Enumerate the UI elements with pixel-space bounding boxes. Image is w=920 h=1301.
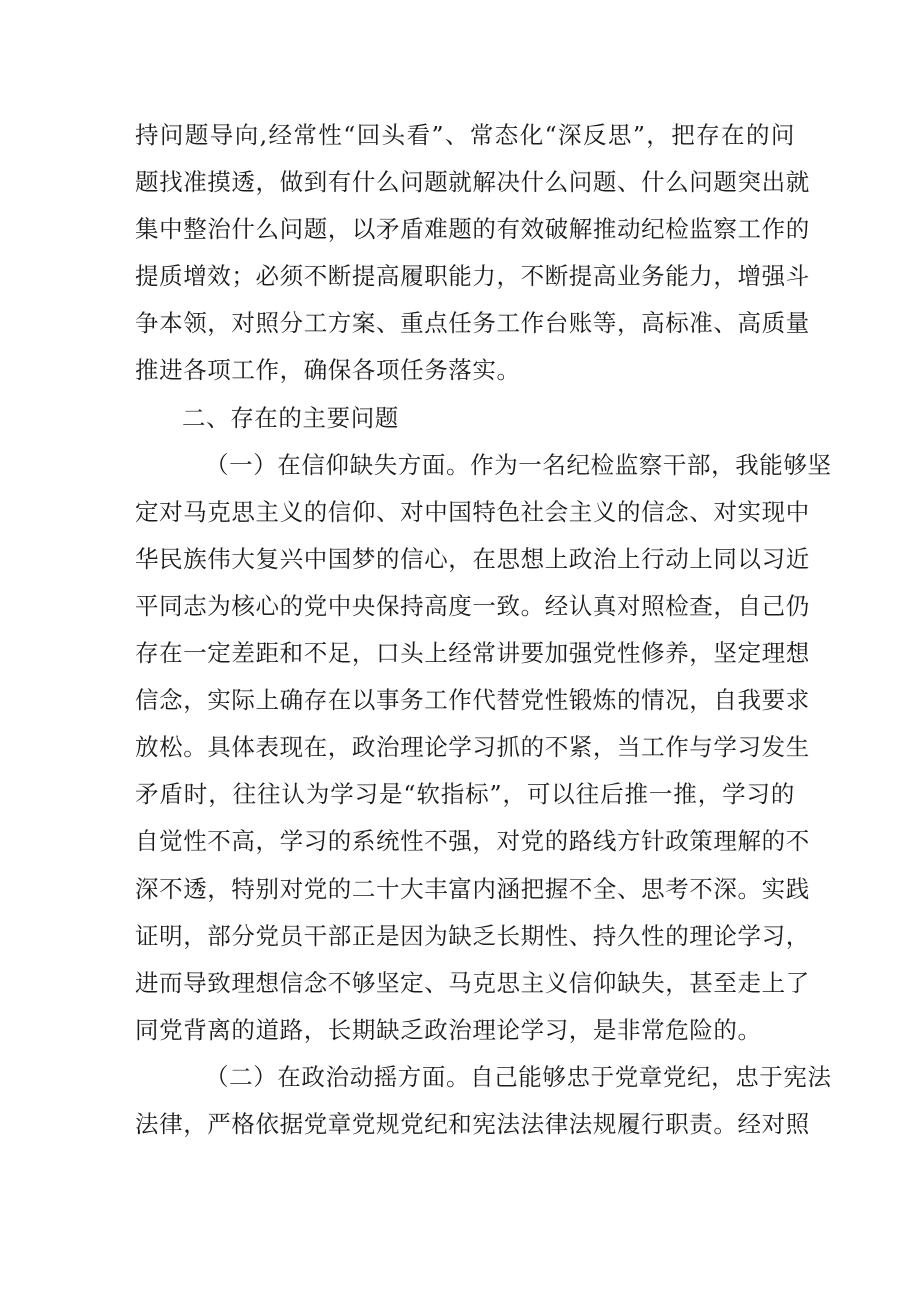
text-line: （二）在政治动摇方面。自己能够忠于党章党纪，忠于宪法 (205, 1062, 832, 1091)
text-line: 持问题导向,经常性“回头看”、常态化“深反思”，把存在的问 (135, 121, 795, 149)
text-line: 放松。具体表现在，政治理论学习抓的不紧，当工作与学习发生 (135, 733, 810, 762)
text-line: 自觉性不高，学习的系统性不强，对党的路线方针政策理解的不 (135, 827, 810, 856)
text-line: 矛盾时，往往认为学习是“软指标”，可以往后推一推，学习的 (135, 780, 795, 809)
body-text (135, 112, 832, 1148)
text-line: 推进各项工作，确保各项任务落实。 (135, 356, 521, 385)
text-line: 信念，实际上确存在以事务工作代替党性锻炼的情况，自我要求 (135, 686, 810, 715)
section-heading: 二、存在的主要问题 (182, 403, 399, 432)
text-line: 法律，严格依据党章党规党纪和宪法法律法规履行职责。经对照 (135, 1109, 810, 1138)
text-line: 华民族伟大复兴中国梦的信心，在思想上政治上行动上同以习近 (135, 544, 810, 573)
text-line: 平同志为核心的党中央保持高度一致。经认真对照检查，自己仍 (135, 591, 810, 620)
text-line: 集中整治什么问题，以矛盾难题的有效破解推动纪检监察工作的 (135, 215, 810, 244)
text-line: （一）在信仰缺失方面。作为一名纪检监察干部，我能够坚 (205, 450, 832, 479)
text-line: 证明，部分党员干部正是因为缺乏长期性、持久性的理论学习， (135, 921, 810, 950)
text-line: 同党背离的道路，长期缺乏政治理论学习，是非常危险的。 (135, 1015, 762, 1044)
text-line: 争本领，对照分工方案、重点任务工作台账等，高标准、高质量 (135, 309, 810, 338)
text-line: 存在一定差距和不足，口头上经常讲要加强党性修养，坚定理想 (135, 639, 810, 668)
text-line: 进而导致理想信念不够坚定、马克思主义信仰缺失，甚至走上了 (135, 968, 810, 997)
text-line: 题找准摸透，做到有什么问题就解决什么问题、什么问题突出就 (135, 168, 810, 197)
text-line: 深不透，特别对党的二十大丰富内涵把握不全、思考不深。实践 (135, 874, 810, 903)
text-line: 定对马克思主义的信仰、对中国特色社会主义的信念、对实现中 (135, 497, 810, 526)
text-line: 提质增效；必须不断提高履职能力，不断提高业务能力，增强斗 (135, 262, 810, 291)
